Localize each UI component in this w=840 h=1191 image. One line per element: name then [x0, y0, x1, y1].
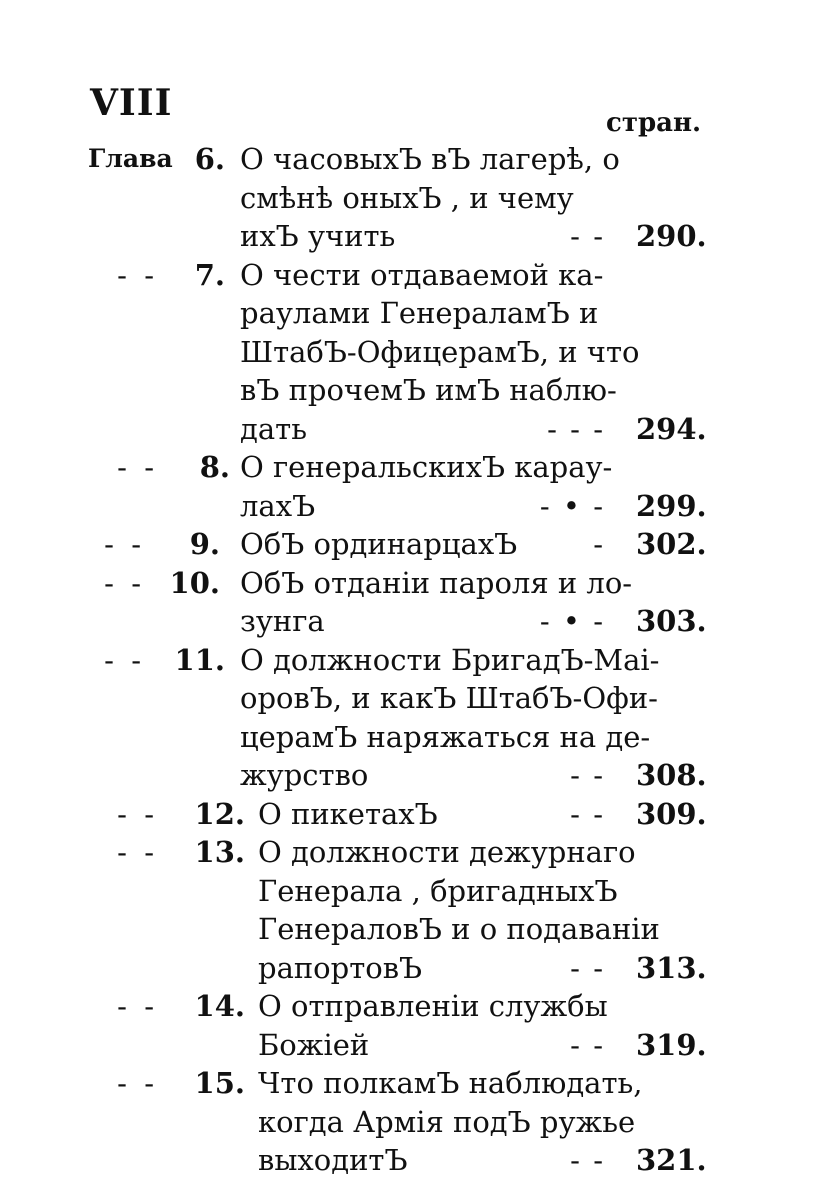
entry-title-line: выходитЪ: [258, 1143, 408, 1177]
leader-dashes: - -: [570, 1027, 605, 1062]
entry-title-line: О генеральскихЪ карау-: [240, 450, 613, 484]
page-number: 308.: [636, 758, 707, 792]
entry-title-line: О должности БригадЪ-Маі-: [240, 642, 660, 677]
entry-title-line: ОбЪ ординарцахЪ: [240, 527, 518, 561]
entry-title-line: ГенераловЪ и о подаваніи: [258, 912, 660, 946]
ditto-marks: - -: [117, 796, 158, 831]
entry-title-line: Божіей: [258, 1027, 370, 1062]
leader-dashes: - -: [570, 796, 605, 831]
leader-dashes: -: [593, 527, 605, 561]
ditto-marks: - -: [117, 1066, 158, 1100]
page-folio: VIII: [90, 82, 173, 124]
entry-title-line: О пикетахЪ: [258, 796, 438, 831]
page-number: 303.: [636, 604, 707, 638]
ditto-marks: - -: [117, 835, 158, 869]
chapter-word: Глава: [88, 144, 173, 173]
leader-dashes: - -: [570, 950, 605, 985]
entry-title-line: раулами ГенераламЪ и: [240, 296, 599, 330]
page-number: 302.: [636, 527, 707, 561]
entry-title-line: когда Армія подЪ ружье: [258, 1104, 636, 1139]
ditto-marks: - -: [117, 257, 158, 292]
leader-dashes: - • -: [539, 604, 605, 638]
page-number: 319.: [636, 1027, 707, 1062]
entry-title-line: О чести отдаваемой ка-: [240, 257, 604, 292]
ditto-marks: - -: [117, 450, 158, 484]
page-number: 294.: [636, 411, 707, 446]
entry-title-line: лахЪ: [240, 488, 316, 523]
ditto-marks: - -: [104, 565, 145, 600]
entry-title-line: О отправленіи службы: [258, 989, 608, 1023]
entry-title-line: Что полкамЪ наблюдать,: [258, 1066, 643, 1100]
entry-title-line: рапортовЪ: [258, 950, 423, 985]
chapter-number: 14.: [194, 989, 245, 1023]
leader-dashes: - -: [570, 1143, 605, 1177]
entry-title-line: ШтабЪ-ОфицерамЪ, и что: [240, 334, 640, 369]
page-number: 313.: [636, 950, 707, 985]
entry-title-line: смѣнѣ оныхЪ , и чему: [240, 180, 574, 215]
entry-title-line: церамЪ наряжаться на де-: [240, 719, 651, 754]
page-column-header: стран.: [606, 108, 702, 138]
page-number: 290.: [636, 219, 707, 253]
entry-title-line: ОбЪ отданіи пароля и ло-: [240, 565, 633, 600]
entry-title-line: О должности дежурнаго: [258, 835, 636, 869]
entry-title-line: журство: [240, 758, 369, 792]
ditto-marks: - -: [104, 642, 145, 677]
chapter-number: 6.: [194, 142, 225, 176]
chapter-number: 9.: [189, 527, 220, 561]
entry-title-line: О часовыхЪ вЪ лагерѣ, о: [240, 142, 620, 176]
page-number: 309.: [636, 796, 707, 831]
chapter-number: 15.: [194, 1066, 245, 1100]
chapter-number: 11.: [174, 642, 225, 677]
chapter-number: 7.: [194, 257, 225, 292]
page-number: 299.: [636, 488, 707, 523]
entry-title-line: оровЪ, и какЪ ШтабЪ-Офи-: [240, 681, 658, 715]
chapter-number: 10.: [169, 565, 220, 600]
chapter-number: 13.: [194, 835, 245, 869]
entry-title-line: Генерала , бригадныхЪ: [258, 873, 618, 908]
page-number: 321.: [636, 1143, 707, 1177]
leader-dashes: - -: [570, 219, 605, 253]
entry-title-line: зунга: [240, 604, 325, 638]
chapter-number: 12.: [194, 796, 245, 831]
leader-dashes: - -: [570, 758, 605, 792]
leader-dashes: - - -: [547, 411, 605, 446]
entry-title-line: дать: [240, 411, 307, 446]
entry-title-line: ихЪ учить: [240, 219, 396, 253]
entry-title-line: вЪ прочемЪ имЪ наблю-: [240, 373, 617, 407]
leader-dashes: - • -: [539, 488, 605, 523]
ditto-marks: - -: [104, 527, 145, 561]
chapter-number: 8.: [199, 450, 230, 484]
ditto-marks: - -: [117, 989, 158, 1023]
